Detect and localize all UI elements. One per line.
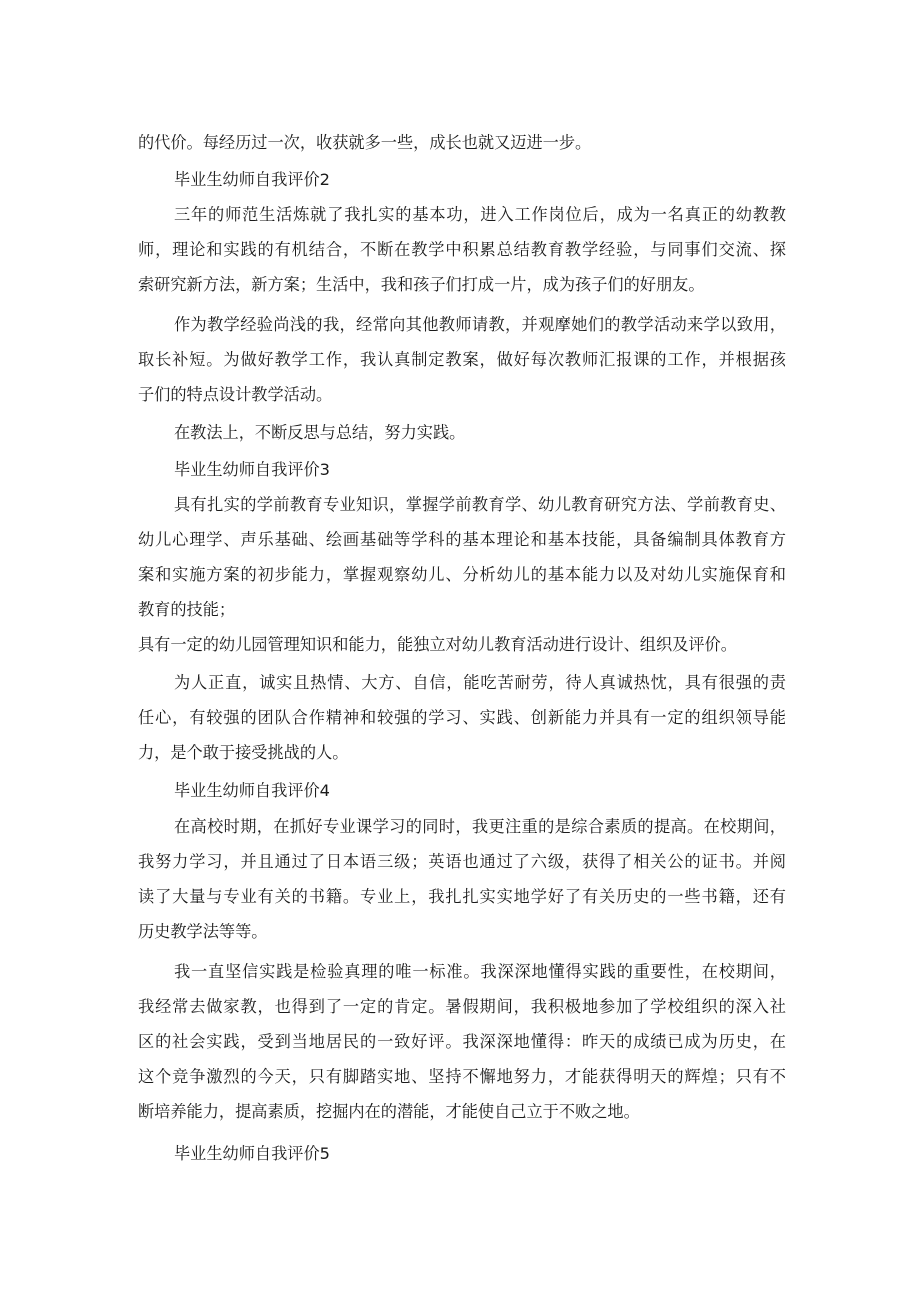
paragraph-line: 断培养能力，提高素质，挖掘内在的潜能，才能使自己立于不败之地。	[138, 1102, 640, 1121]
paragraph-line: 这个竞争激烈的今天，只有脚踏实地、坚持不懈地努力，才能获得明天的辉煌；只有不	[138, 1067, 786, 1086]
paragraph-line: 三年的师范生活炼就了我扎实的基本功，进入工作岗位后，成为一名真正的幼教教	[174, 205, 786, 224]
section-heading: 毕业生幼师自我评价3	[174, 460, 330, 479]
paragraph-line: 子们的特点设计教学活动。	[138, 385, 333, 404]
paragraph-line: 具有一定的幼儿园管理知识和能力，能独立对幼儿教育活动进行设计、组织及评价。	[138, 635, 737, 654]
paragraph-line: 取长补短。为做好教学工作，我认真制定教案，做好每次教师汇报课的工作，并根据孩	[138, 350, 786, 369]
paragraph-line: 作为教学经验尚浅的我，经常向其他教师请教，并观摩她们的教学活动来学以致用，	[174, 315, 786, 334]
paragraph-line: 我一直坚信实践是检验真理的唯一标准。我深深地懂得实践的重要性，在校期间，	[174, 962, 786, 981]
paragraph-line: 我经常去做家教，也得到了一定的肯定。暑假期间，我积极地参加了学校组织的深入社	[138, 997, 786, 1016]
paragraph-line: 为人正直，诚实且热情、大方、自信，能吃苦耐劳，待人真诚热忱，具有很强的责	[174, 673, 786, 692]
section-heading: 毕业生幼师自我评价2	[174, 170, 330, 189]
paragraph-line: 区的社会实践，受到当地居民的一致好评。我深深地懂得：昨天的成绩已成为历史，在	[138, 1032, 786, 1051]
paragraph-line: 教育的技能；	[138, 600, 236, 619]
section-heading: 毕业生幼师自我评价5	[174, 1144, 330, 1163]
paragraph-line: 师，理论和实践的有机结合，不断在教学中积累总结教育教学经验，与同事们交流、探	[138, 240, 786, 259]
paragraph-line: 在教法上，不断反思与总结，努力实践。	[174, 423, 466, 442]
paragraph-line: 在高校时期，在抓好专业课学习的同时，我更注重的是综合素质的提高。在校期间，	[174, 817, 786, 836]
paragraph-line: 索研究新方法，新方案；生活中，我和孩子们打成一片，成为孩子们的好朋友。	[138, 275, 705, 294]
section-heading: 毕业生幼师自我评价4	[174, 781, 330, 800]
paragraph-line: 任心，有较强的团队合作精神和较强的学习、实践、创新能力并具有一定的组织领导能	[138, 708, 786, 727]
paragraph-line: 历史教学法等等。	[138, 922, 268, 941]
paragraph-line: 我努力学习，并且通过了日本语三级；英语也通过了六级，获得了相关公的证书。并阅	[138, 852, 786, 871]
paragraph-line: 案和实施方案的初步能力，掌握观察幼儿、分析幼儿的基本能力以及对幼儿实施保育和	[138, 565, 786, 584]
paragraph-line: 具有扎实的学前教育专业知识，掌握学前教育学、幼儿教育研究方法、学前教育史、	[174, 495, 786, 514]
paragraph-line: 力，是个敢于接受挑战的人。	[138, 743, 349, 762]
paragraph-line: 读了大量与专业有关的书籍。专业上，我扎扎实实地学好了有关历史的一些书籍，还有	[138, 887, 786, 906]
paragraph-line: 的代价。每经历过一次，收获就多一些，成长也就又迈进一步。	[138, 133, 592, 152]
paragraph-line: 幼儿心理学、声乐基础、绘画基础等学科的基本理论和基本技能，具备编制具体教育方	[138, 530, 786, 549]
